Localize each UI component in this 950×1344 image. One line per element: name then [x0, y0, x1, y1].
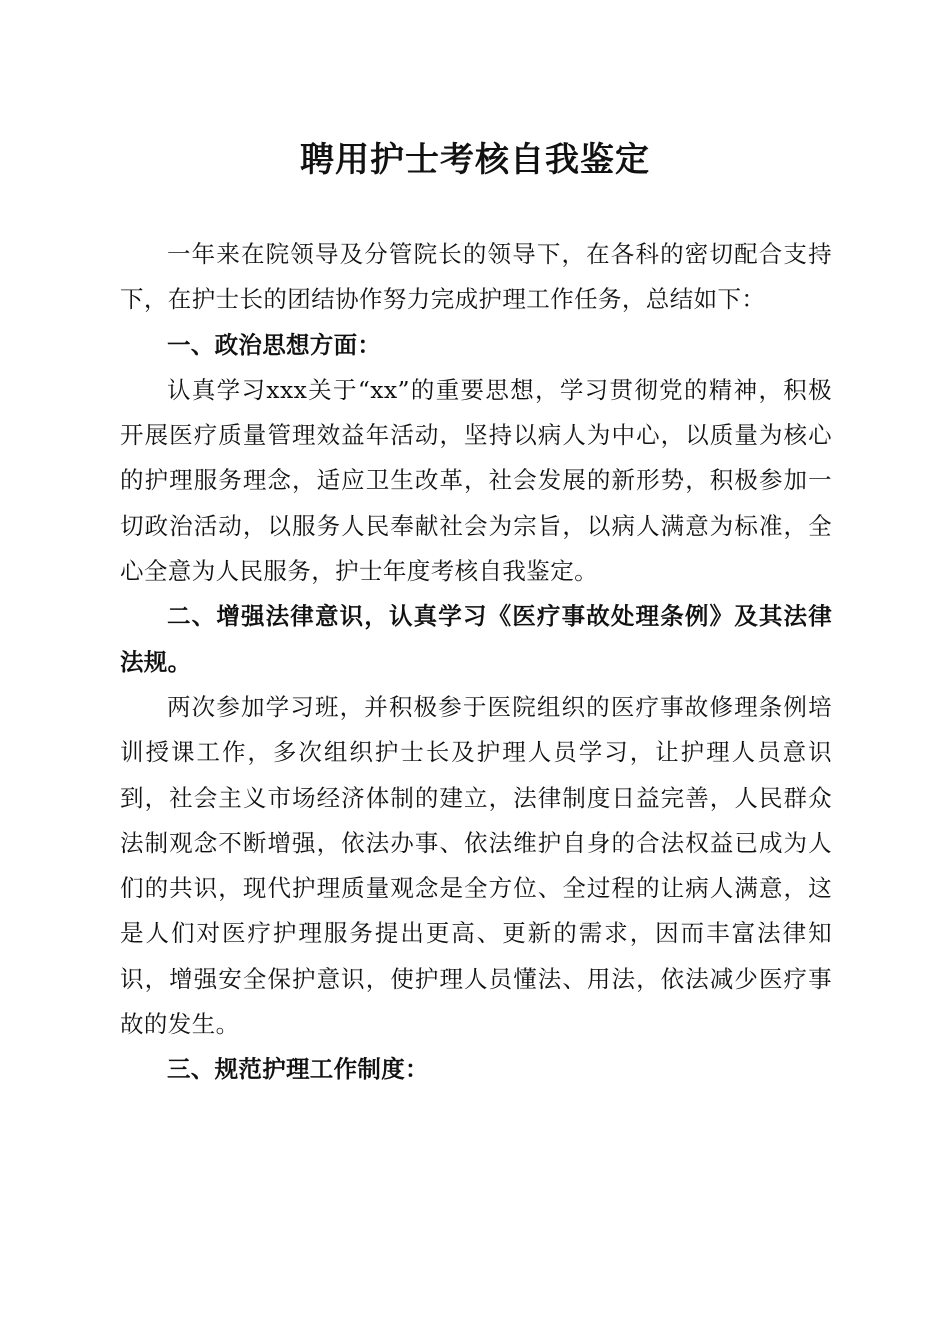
document-body [120, 232, 832, 1093]
legal-paragraph: 两次参加学习班，并积极参于医院组织的医疗事故修理条例培训授课工作，多次组织护士长及护理人员学习，让护理人员意识到，社会主义市场经济体制的建立，法律制度日益完善，人民群众法制观念不断增强，依法办事、依法维护自身的合法权益已成为人们的共识，现代护理质量观念是全方位、全过程的让病人满意，这是人们对医疗护理服务提出更高、更新的需求，因而丰富法律知识，增强安全保护意识，使护理人员懂法、用法，依法减少医疗事故的发生。 [120, 692, 832, 1039]
section-heading-political: 一、政治思想方面： [167, 330, 382, 359]
section-heading-regulations: 三、规范护理工作制度： [167, 1055, 429, 1084]
intro-paragraph: 一年来在院领导及分管院长的领导下，在各科的密切配合支持下，在护士长的团结协作努力完成护理工作任务，总结如下： [120, 240, 832, 314]
document-title: 聘用护士考核自我鉴定 [300, 140, 650, 180]
political-paragraph: 认真学习xxx关于“xx”的重要思想，学习贯彻党的精神，积极开展医疗质量管理效益年活动，坚持以病人为中心，以质量为核心的护理服务理念，适应卫生改革，社会发展的新形势，积极参加一切政治活动，以服务人民奉献社会为宗旨，以病人满意为标准，全心全意为人民服务，护士年度考核自我鉴定。 [120, 375, 832, 586]
section-heading-legal: 二、增强法律意识，认真学习《医疗事故处理条例》及其法律法规。 [120, 602, 832, 676]
